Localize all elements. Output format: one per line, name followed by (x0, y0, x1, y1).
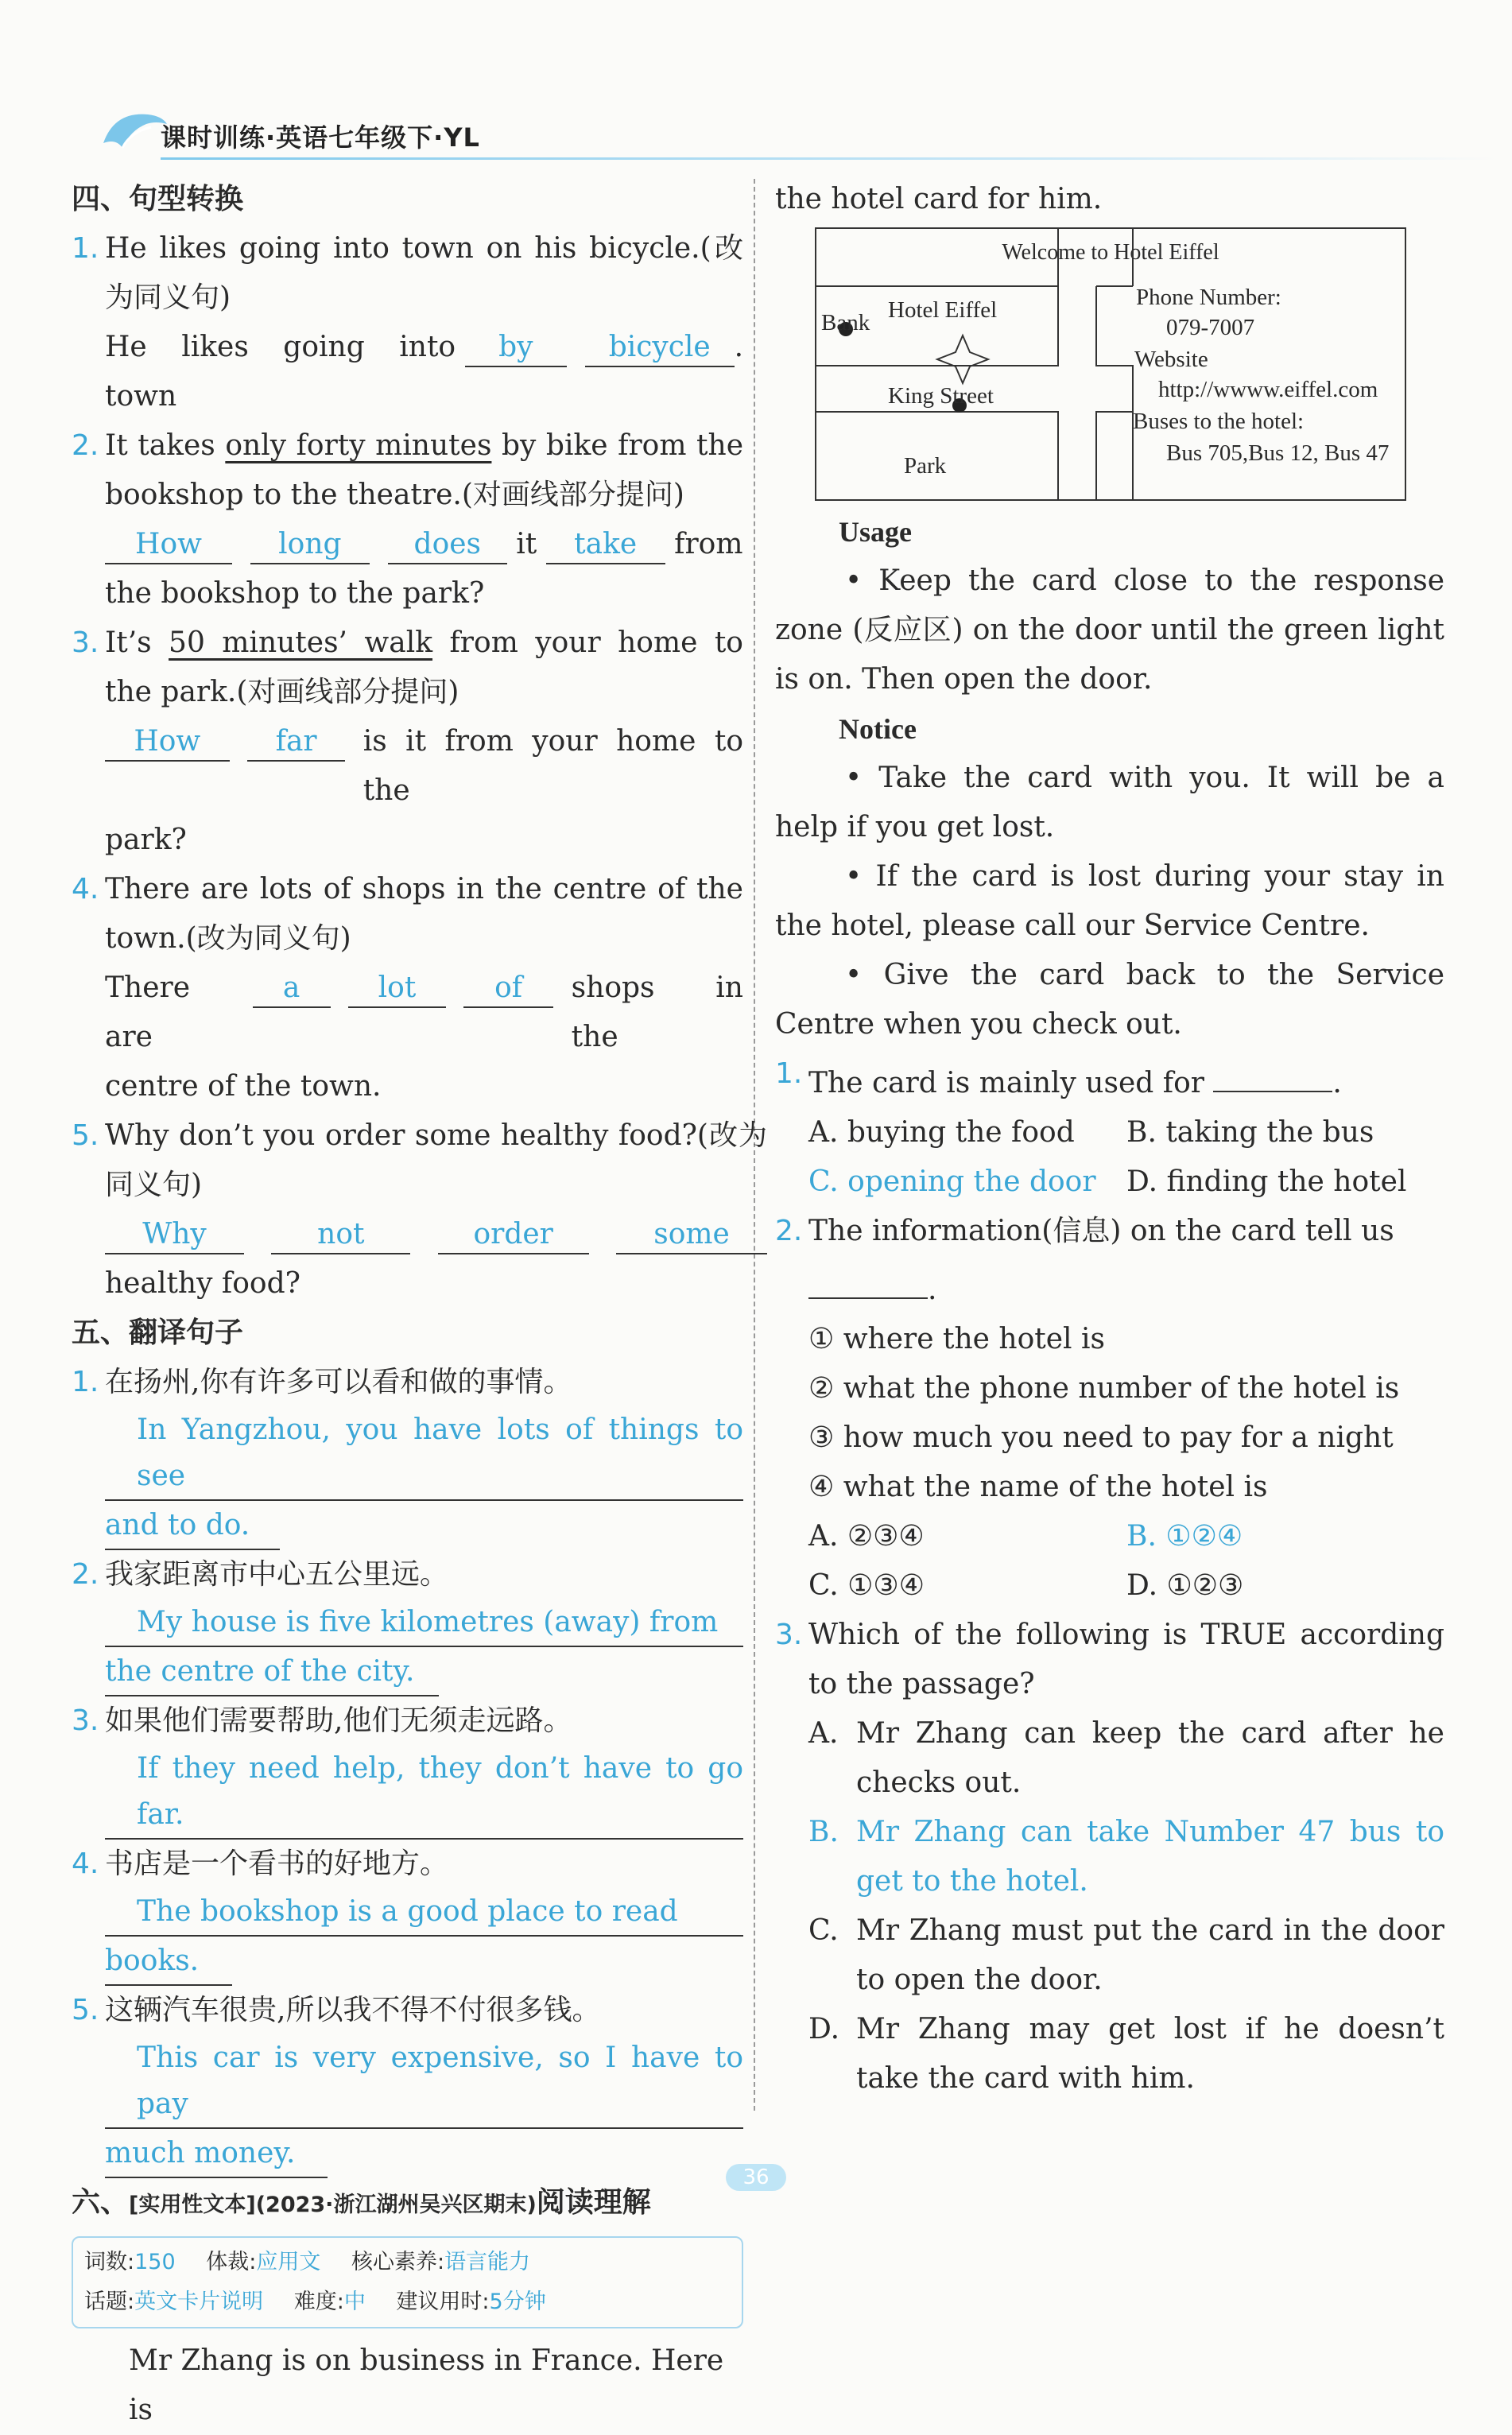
answer-blank[interactable]: bicycle (585, 324, 735, 367)
card-phone: 079-7007 (1166, 315, 1255, 340)
header-rule (161, 157, 1496, 160)
option-text: Mr Zhang may get lost if he doesn’t take the card with him. (856, 2013, 1444, 2095)
translation-1 (72, 1358, 743, 1550)
q-stem: The information(信息) on the card tell us (808, 1215, 1394, 1247)
question-4-1 (72, 224, 743, 421)
answer-blank[interactable]: lot (348, 965, 445, 1008)
card-bank: Bank (821, 310, 870, 335)
option-b[interactable] (775, 1808, 1444, 1906)
answer-line[interactable]: The bookshop is a good place to read (105, 1889, 743, 1937)
q-number: 1. (72, 1366, 99, 1398)
answer-blank[interactable] (1213, 1049, 1332, 1092)
card-phone-label: Phone Number: (1136, 285, 1281, 310)
info-label: 体裁: (206, 2250, 257, 2274)
answer-blank[interactable]: some (616, 1212, 767, 1254)
q-number: 5. (72, 1119, 99, 1152)
option-d[interactable] (775, 2005, 1444, 2103)
q-text: There are lots of shops in the centre of the town.(改为同义句) (105, 873, 743, 955)
q-number: 1. (72, 232, 99, 265)
q-stem: Which of the following is TRUE according to the passage? (808, 1619, 1444, 1700)
answer-blank[interactable]: not (271, 1212, 410, 1254)
option-text: Mr Zhang can take Number 47 bus to get to the hotel. (856, 1816, 1444, 1898)
option-c[interactable]: C. opening the door (808, 1165, 1096, 1198)
passage-intro-cont: the hotel card for him. (775, 183, 1103, 215)
option-a[interactable] (775, 1709, 1444, 1808)
compass-star-icon (937, 335, 988, 383)
question-4-4 (72, 865, 743, 1111)
q1-options-row2 (775, 1157, 1444, 1207)
passage-intro: Mr Zhang is on business in France. Here is (129, 2344, 724, 2426)
card-website[interactable]: http://wwww.eiffel.com (1158, 377, 1378, 402)
q-number: 3. (775, 1619, 803, 1651)
info-option-4: ④ what the name of the hotel is (808, 1471, 1268, 1503)
option-c[interactable]: C. ①③④ (808, 1569, 925, 1602)
option-letter: D. (808, 2013, 840, 2045)
question-4-3 (72, 618, 743, 865)
card-buses-label: Buses to the hotel: (1133, 409, 1305, 434)
answer-blank[interactable]: does (388, 522, 507, 564)
option-letter: A. (808, 1717, 839, 1750)
chinese-sentence: 这辆汽车很贵,所以我不得不付很多钱。 (105, 1994, 601, 2026)
option-text: Mr Zhang can keep the card after he checks out. (856, 1717, 1444, 1799)
option-letter: B. (808, 1816, 839, 1848)
answer-blank[interactable]: of (463, 965, 552, 1008)
card-hotel: Hotel Eiffel (888, 297, 998, 323)
q-stem: The card is mainly used for (808, 1067, 1204, 1099)
section-5-title: 五、翻译句子 (72, 1316, 244, 1349)
reading-question-1: 1. The card is mainly used for . (775, 1049, 1444, 1108)
dolphin-icon (99, 103, 170, 159)
notice-item-3: • Give the card back to the Service Centre when you check out. (775, 959, 1444, 1041)
info-genre: 应用文 (256, 2250, 321, 2274)
answer-line[interactable]: the centre of the city. (105, 1649, 439, 1696)
question-4-5 (72, 1111, 768, 1309)
section-6-tag: [实用性文本](2023·浙江湖州吴兴区期末) (129, 2193, 537, 2217)
chinese-sentence: 我家距离市中心五公里远。 (105, 1558, 449, 1591)
usage-text: • Keep the card close to the response zone (反应区) on the door until the green light is on. Then open the door. (775, 564, 1444, 696)
info-topic: 英文卡片说明 (134, 2290, 264, 2314)
answer-blank[interactable]: How (105, 719, 230, 762)
info-literacy: 语言能力 (444, 2250, 531, 2274)
option-a[interactable]: A. buying the food (808, 1116, 1075, 1149)
answer-line[interactable]: This car is very expensive, so I have to pay (105, 2035, 743, 2129)
q-number: 2. (72, 429, 99, 462)
translation-2 (72, 1550, 743, 1696)
info-time: 5分钟 (489, 2290, 546, 2314)
header-title: 课时训练·英语七年级下·YL (161, 122, 480, 153)
chinese-sentence: 书店是一个看书的好地方。 (105, 1848, 449, 1880)
info-label: 建议用时: (396, 2290, 490, 2314)
q-number: 4. (72, 1848, 99, 1880)
card-street: King Street (888, 383, 994, 409)
option-d[interactable]: D. ①②③ (1126, 1569, 1244, 1602)
info-label: 核心素养: (351, 2250, 445, 2274)
q2-options-row2 (775, 1561, 1444, 1611)
info-words: 150 (134, 2250, 176, 2274)
q-text: healthy food? (105, 1267, 300, 1300)
q-number: 2. (775, 1215, 803, 1247)
answer-blank[interactable]: Why (105, 1212, 244, 1254)
page-header (87, 103, 1423, 167)
reading-question-2: 2. The information(信息) on the card tell us . (775, 1207, 1444, 1315)
section-6-title (72, 2178, 743, 2230)
q-text: from your home to the park.(对画线部分提问) (105, 626, 743, 708)
option-b[interactable]: B. taking the bus (1126, 1116, 1374, 1149)
info-option-1: ① where the hotel is (808, 1323, 1105, 1355)
q-number: 3. (72, 1704, 99, 1737)
answer-line[interactable]: My house is five kilometres (away) from (105, 1599, 743, 1647)
translation-4 (72, 1840, 743, 1986)
reading-info-box (72, 2236, 743, 2328)
info-label: 难度: (293, 2290, 344, 2314)
answer-blank[interactable]: long (250, 522, 370, 564)
notice-heading: Notice (839, 713, 917, 745)
card-welcome: Welcome to Hotel Eiffel (1002, 240, 1219, 265)
answer-blank[interactable]: take (546, 522, 665, 564)
answer-blank[interactable]: order (438, 1212, 589, 1254)
info-option-3: ③ how much you need to pay for a night (808, 1421, 1394, 1454)
answer-blank[interactable]: How (105, 522, 232, 564)
option-letter: C. (808, 1914, 839, 1947)
answer-blank[interactable]: far (247, 719, 344, 762)
answer-line[interactable]: and to do. (105, 1502, 280, 1550)
answer-blank[interactable] (808, 1256, 928, 1299)
chinese-sentence: 如果他们需要帮助,他们无须走远路。 (105, 1704, 572, 1737)
q-text: He likes going into town (105, 331, 456, 413)
q-text: There are (105, 971, 191, 1053)
option-b[interactable]: B. ①②④ (1126, 1520, 1243, 1553)
info-label: 词数: (84, 2250, 135, 2274)
translation-3 (72, 1696, 743, 1840)
hotel-card (815, 227, 1406, 501)
answer-line[interactable]: If they need help, they don’t have to go far. (105, 1746, 743, 1840)
card-website-label: Website (1134, 347, 1208, 372)
reading-question-3 (775, 1611, 1444, 1709)
q-text: by bike from the bookshop to the theatre.(对画线部分提问) (105, 429, 743, 511)
answer-line[interactable]: In Yangzhou, you have lots of things to see (105, 1407, 743, 1501)
q-text: centre of the town. (105, 1070, 382, 1103)
right-column (775, 175, 1444, 2103)
section-6-suffix: 阅读理解 (536, 2186, 651, 2219)
section-4-title: 四、句型转换 (72, 183, 244, 215)
option-c[interactable] (775, 1906, 1444, 2005)
info-option-2: ② what the phone number of the hotel is (808, 1372, 1400, 1405)
underlined-part: only forty minutes (225, 429, 492, 462)
q-number: 4. (72, 873, 99, 905)
q-text: It takes (105, 429, 215, 462)
chinese-sentence: 在扬州,你有许多可以看和做的事情。 (105, 1366, 572, 1398)
q-text: It’s (105, 626, 152, 659)
underlined-part: 50 minutes’ walk (169, 626, 433, 659)
q-number: 3. (72, 626, 99, 659)
usage-heading: Usage (839, 516, 912, 548)
info-difficulty: 中 (343, 2290, 366, 2314)
page-number: 36 (726, 2164, 786, 2191)
q-text: is it from your home to the (362, 725, 743, 807)
q-text: park? (105, 824, 187, 856)
q-number: 5. (72, 1994, 99, 2026)
answer-blank[interactable]: by (465, 324, 567, 367)
q-text: He likes going into town on his bicycle.(改为同义句) (105, 232, 743, 314)
q-number: 2. (72, 1558, 99, 1591)
answer-line[interactable]: much money. (105, 2131, 328, 2178)
answer-blank[interactable]: a (253, 965, 331, 1008)
q-text: the bookshop to the park? (105, 577, 485, 610)
q-text: Why don’t you order some healthy food?(改为同义句) (105, 1119, 768, 1201)
translation-5 (72, 1986, 743, 2178)
question-4-2 (72, 421, 743, 618)
option-a[interactable]: A. ②③④ (808, 1520, 925, 1553)
q1-options-row1 (775, 1108, 1444, 1157)
q-text: shops in the (571, 971, 743, 1053)
q2-options-row1 (775, 1512, 1444, 1561)
q-number: 1. (775, 1057, 803, 1090)
notice-item-1: • Take the card with you. It will be a help if you get lost. (775, 762, 1444, 843)
q-text: . (734, 331, 744, 363)
notice-item-2: • If the card is lost during your stay in the hotel, please call our Service Centre. (775, 860, 1444, 942)
q-text: from (674, 528, 743, 560)
card-park: Park (904, 453, 947, 479)
option-d[interactable]: D. finding the hotel (1126, 1165, 1407, 1198)
card-buses: Bus 705,Bus 12, Bus 47 (1166, 440, 1390, 466)
option-text: Mr Zhang must put the card in the door to open the door. (856, 1914, 1444, 1996)
section-6-prefix: 六、 (72, 2186, 130, 2219)
info-label: 话题: (84, 2290, 135, 2314)
q-text: it (516, 528, 537, 560)
answer-line[interactable]: books. (105, 1938, 232, 1986)
